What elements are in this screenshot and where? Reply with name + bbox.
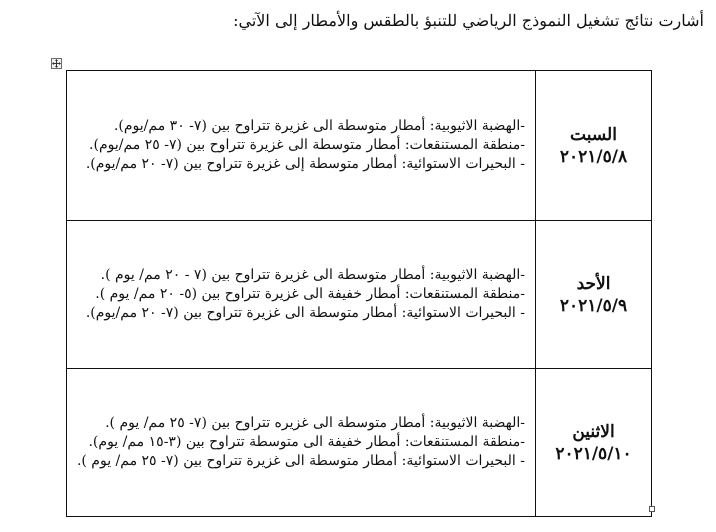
forecast-line: -الهضبة الاثيوبية: أمطار متوسطة الى غزيرة تتراوح بين (٧- ٣٠ مم/يوم). bbox=[113, 118, 525, 134]
day-cell[interactable] bbox=[536, 71, 652, 221]
table-row bbox=[67, 369, 652, 517]
day-name: الاثنين bbox=[572, 421, 615, 442]
forecast-line: -الهضبة الاثيوبية: أمطار متوسطة الى غزيره تتراوح بين (٧- ٢٥ مم/ يوم ). bbox=[105, 415, 525, 431]
forecast-table bbox=[66, 70, 652, 517]
day-name: الأحد bbox=[576, 273, 611, 294]
forecast-details-cell[interactable] bbox=[67, 369, 536, 517]
forecast-line: - البحيرات الاستوائية: أمطار متوسطة إلى غزيرة تتراوح بين (٧- ٢٠ مم/يوم). bbox=[85, 156, 525, 172]
day-cell[interactable] bbox=[536, 369, 652, 517]
document-heading: أشارت نتائج تشغيل النموذج الرياضي للتنبؤ بالطقس والأمطار إلى الآتي: bbox=[233, 11, 704, 30]
table-row bbox=[67, 71, 652, 221]
table-row bbox=[67, 221, 652, 369]
forecast-line: -منطقة المستنقعات: أمطار متوسطة الى غزيرة تتراوح بين (٧- ٢٥ مم/يوم). bbox=[89, 137, 525, 153]
table-resize-handle[interactable] bbox=[649, 506, 655, 512]
day-date: ٢٠٢١/٥/٨ bbox=[559, 146, 628, 167]
forecast-line: - البحيرات الاستوائية: أمطار متوسطة الى غزيرة تتراوح بين (٧- ٢٥ مم/ يوم ). bbox=[76, 453, 525, 469]
forecast-line: - البحيرات الاستوائية: أمطار متوسطة الى غزيرة تتراوح بين (٧- ٢٠ مم/يوم). bbox=[85, 305, 525, 321]
forecast-line: -منطقة المستنقعات: أمطار خفيفة الى غزيرة تتراوح بين (٥- ٢٠ مم/ يوم ). bbox=[95, 286, 525, 302]
forecast-line: -الهضبة الاثيوبية: أمطار متوسطة الى غزيرة تتراوح بين (٧ - ٢٠ مم/ يوم ). bbox=[100, 267, 525, 283]
day-date: ٢٠٢١/٥/١٠ bbox=[555, 443, 632, 464]
day-cell[interactable] bbox=[536, 221, 652, 369]
forecast-details-cell[interactable] bbox=[67, 221, 536, 369]
day-name: السبت bbox=[570, 124, 617, 145]
forecast-details-cell[interactable] bbox=[67, 71, 536, 221]
day-date: ٢٠٢١/٥/٩ bbox=[559, 295, 628, 316]
forecast-line: -منطقة المستنقعات: أمطار خفيفة الى متوسطة تتراوح بين (٣-١٥ مم/ يوم). bbox=[88, 434, 525, 450]
four-arrow-move-icon bbox=[52, 59, 61, 68]
table-move-handle-icon[interactable] bbox=[51, 58, 62, 69]
